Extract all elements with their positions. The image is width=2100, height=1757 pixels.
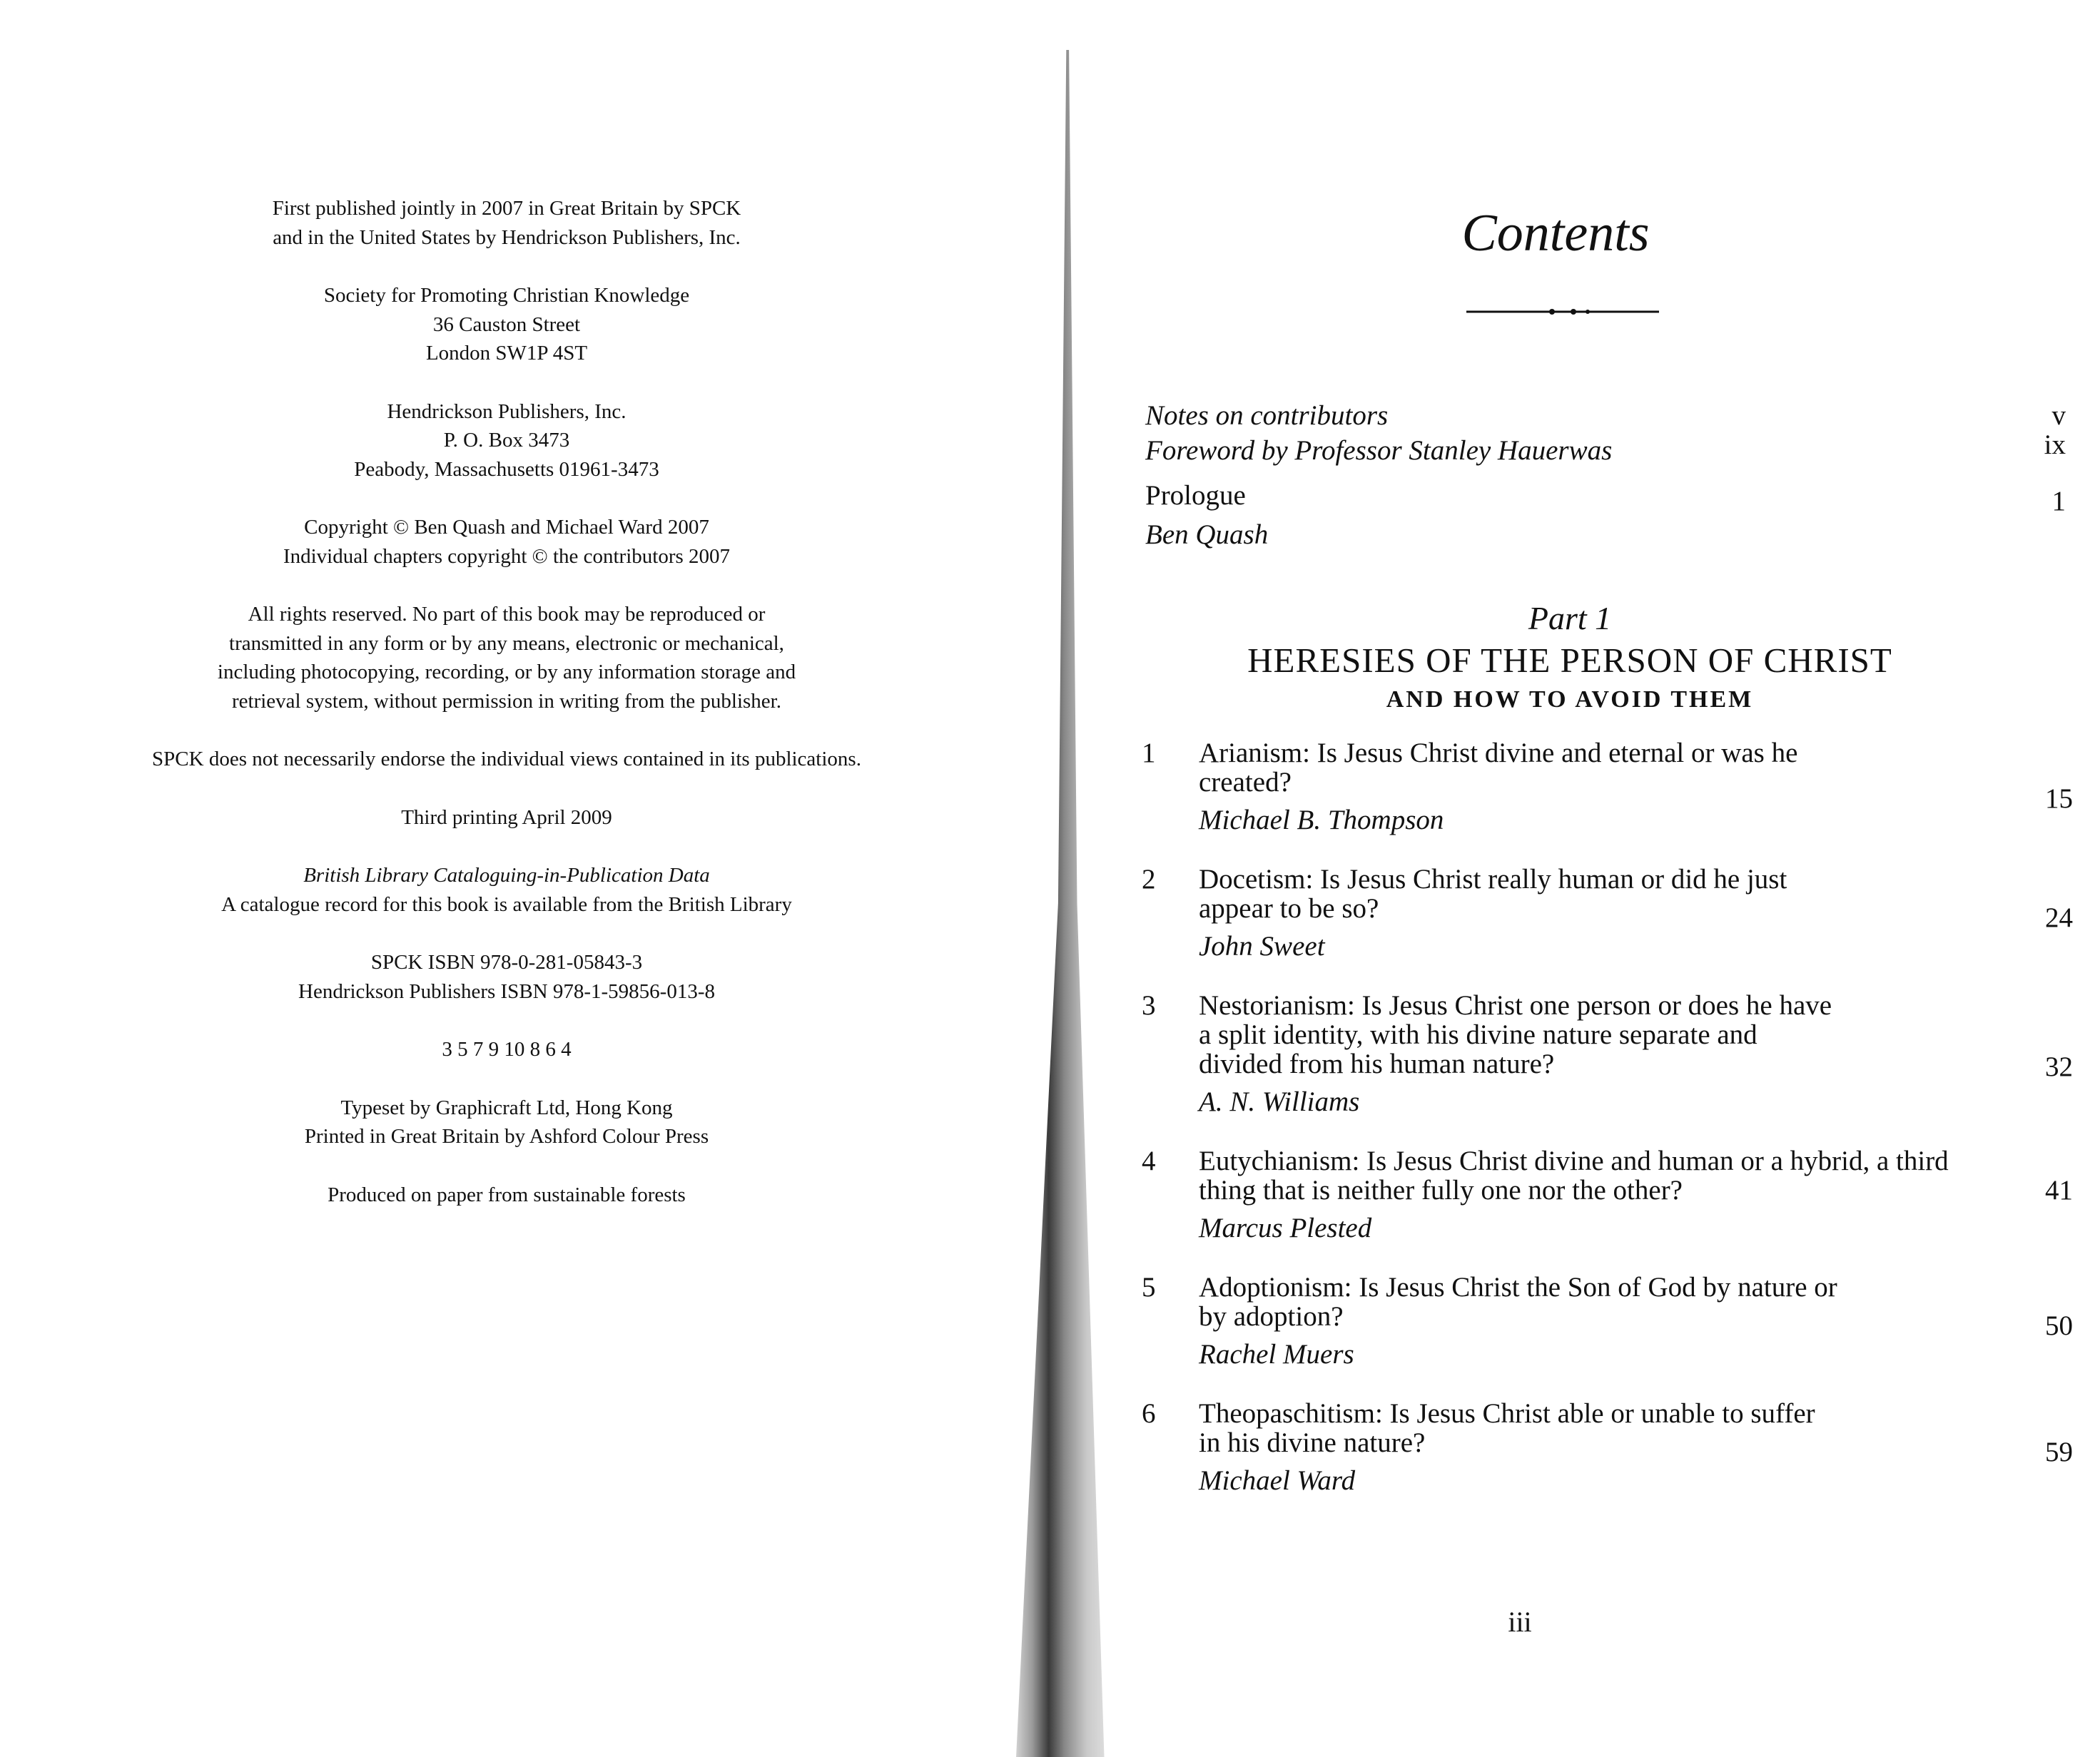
chapter-author: Michael B. Thompson: [1199, 805, 1444, 835]
production-line: Typeset by Graphicraft Ltd, Hong Kong: [340, 1096, 673, 1119]
cip-title: British Library Cataloguing-in-Publication Data: [303, 864, 710, 887]
printing-text: Third printing April 2009: [401, 805, 612, 829]
chapter-number: 5: [1142, 1272, 1156, 1303]
part-heading: [1056, 599, 2084, 713]
isbn-line: Hendrickson Publishers ISBN 978-1-59856-013-8: [298, 979, 715, 1003]
rights-line: retrieval system, without permission in writing from the publisher.: [231, 689, 781, 713]
production-line: Printed in Great Britain by Ashford Colour Press: [304, 1125, 709, 1148]
paper-text: Produced on paper from sustainable forests: [328, 1183, 686, 1206]
chapter-number: 2: [1142, 864, 1156, 895]
address-line: Peabody, Massachusetts 01961-3473: [354, 457, 659, 481]
chapter-page: 24: [2045, 902, 2073, 933]
imprint-block: [100, 194, 913, 1238]
publication-line: and in the United States by Hendrickson Publishers, Inc.: [273, 225, 741, 249]
front-matter-list: [1145, 399, 2066, 551]
rights-notice: [100, 600, 913, 715]
chapter-entry: [1142, 1399, 2073, 1495]
chapter-title: Theopaschitism: Is Jesus Christ able or unable to suffer in his divine nature?: [1199, 1398, 1815, 1458]
page-number: iii: [1508, 1606, 1532, 1638]
copyright-notice: [100, 513, 913, 571]
entry-title: Notes on contributors: [1145, 400, 1389, 431]
chapter-number: 6: [1142, 1398, 1156, 1429]
cip-data: [100, 861, 913, 919]
chapter-page: 15: [2045, 783, 2073, 814]
entry-page: v: [2051, 400, 2066, 431]
chapter-page: 32: [2045, 1051, 2073, 1082]
printing-note: [100, 803, 913, 832]
chapter-title: Nestorianism: Is Jesus Christ one person or does he have a split identity, with his divine nature separate and divided from his human nature?: [1199, 990, 1832, 1079]
chapter-number: 3: [1142, 990, 1156, 1021]
chapter-number: 1: [1142, 738, 1156, 768]
part-title: HERESIES OF THE PERSON OF CHRIST: [1247, 641, 1892, 680]
publication-note: [100, 194, 913, 252]
publication-line: First published jointly in 2007 in Great Britain by SPCK: [272, 197, 741, 220]
divider-ornament-icon: [1466, 308, 1659, 315]
isbn-block: [100, 948, 913, 1006]
chapter-author: Michael Ward: [1199, 1465, 1356, 1496]
entry-author: Ben Quash: [1145, 519, 1269, 550]
contents-title: Contents: [1461, 204, 1650, 263]
disclaimer-text: SPCK does not necessarily endorse the individual views contained in its publications.: [152, 748, 861, 770]
chapter-page: 41: [2045, 1175, 2073, 1206]
cip-text: A catalogue record for this book is available from the British Library: [221, 892, 792, 916]
part-subtitle: AND HOW TO AVOID THEM: [1386, 686, 1754, 713]
chapter-author: John Sweet: [1199, 931, 1325, 962]
print-line: [100, 1035, 913, 1064]
chapter-entry: [1142, 991, 2073, 1116]
hendrickson-address: [100, 397, 913, 484]
paper-note: [100, 1181, 913, 1210]
isbn-line: SPCK ISBN 978-0-281-05843-3: [370, 951, 643, 974]
address-line: P. O. Box 3473: [443, 429, 570, 452]
copyright-line: Copyright © Ben Quash and Michael Ward 2007: [304, 516, 709, 539]
address-line: London SW1P 4ST: [425, 342, 588, 365]
chapter-title: Arianism: Is Jesus Christ divine and eternal or was he created?: [1199, 738, 1798, 798]
spck-address: [100, 281, 913, 368]
toc-entry-prologue: [1145, 479, 2066, 551]
chapter-entry: [1142, 738, 2073, 835]
part-label: Part 1: [1528, 600, 1612, 636]
chapter-title: Eutychianism: Is Jesus Christ divine and human or a hybrid, a third thing that is neither fully one nor the other?: [1199, 1146, 1949, 1206]
toc-entry: [1145, 429, 2066, 467]
rights-line: All rights reserved. No part of this book may be reproduced or: [248, 603, 766, 626]
chapter-entry: [1142, 1146, 2073, 1243]
chapter-entry: [1142, 865, 2073, 961]
chapter-list: [1142, 738, 2073, 1525]
address-line: 36 Causton Street: [432, 312, 581, 336]
rights-line: transmitted in any form or by any means, electronic or mechanical,: [229, 631, 784, 655]
address-line: Hendrickson Publishers, Inc.: [387, 399, 627, 423]
chapter-page: 50: [2045, 1310, 2073, 1341]
print-line-text: 3 5 7 9 10 8 6 4: [442, 1038, 572, 1061]
chapter-author: Rachel Muers: [1199, 1339, 1354, 1370]
copyright-page: [0, 0, 1013, 1757]
production-note: [100, 1094, 913, 1151]
chapter-number: 4: [1142, 1146, 1156, 1176]
entry-page: ix: [2044, 429, 2066, 460]
chapter-page: 59: [2045, 1437, 2073, 1467]
chapter-title: Docetism: Is Jesus Christ really human or did he just appear to be so?: [1199, 864, 1787, 924]
entry-title: Prologue: [1145, 480, 1246, 511]
address-line: Society for Promoting Christian Knowledge: [323, 284, 690, 307]
entry-title: Foreword by Professor Stanley Hauerwas: [1145, 435, 1613, 466]
chapter-title: Adoptionism: Is Jesus Christ the Son of God by nature or by adoption?: [1199, 1272, 1837, 1332]
chapter-author: A. N. Williams: [1199, 1086, 1360, 1117]
contents-page: [1056, 0, 2100, 1757]
disclaimer: [46, 745, 967, 774]
chapter-author: Marcus Plested: [1199, 1213, 1372, 1243]
rights-line: including photocopying, recording, or by any information storage and: [217, 661, 796, 683]
toc-entry: [1145, 399, 2066, 432]
chapter-entry: [1142, 1273, 2073, 1369]
copyright-line: Individual chapters copyright © the contributors 2007: [283, 544, 731, 568]
entry-page: 1: [2051, 486, 2066, 516]
